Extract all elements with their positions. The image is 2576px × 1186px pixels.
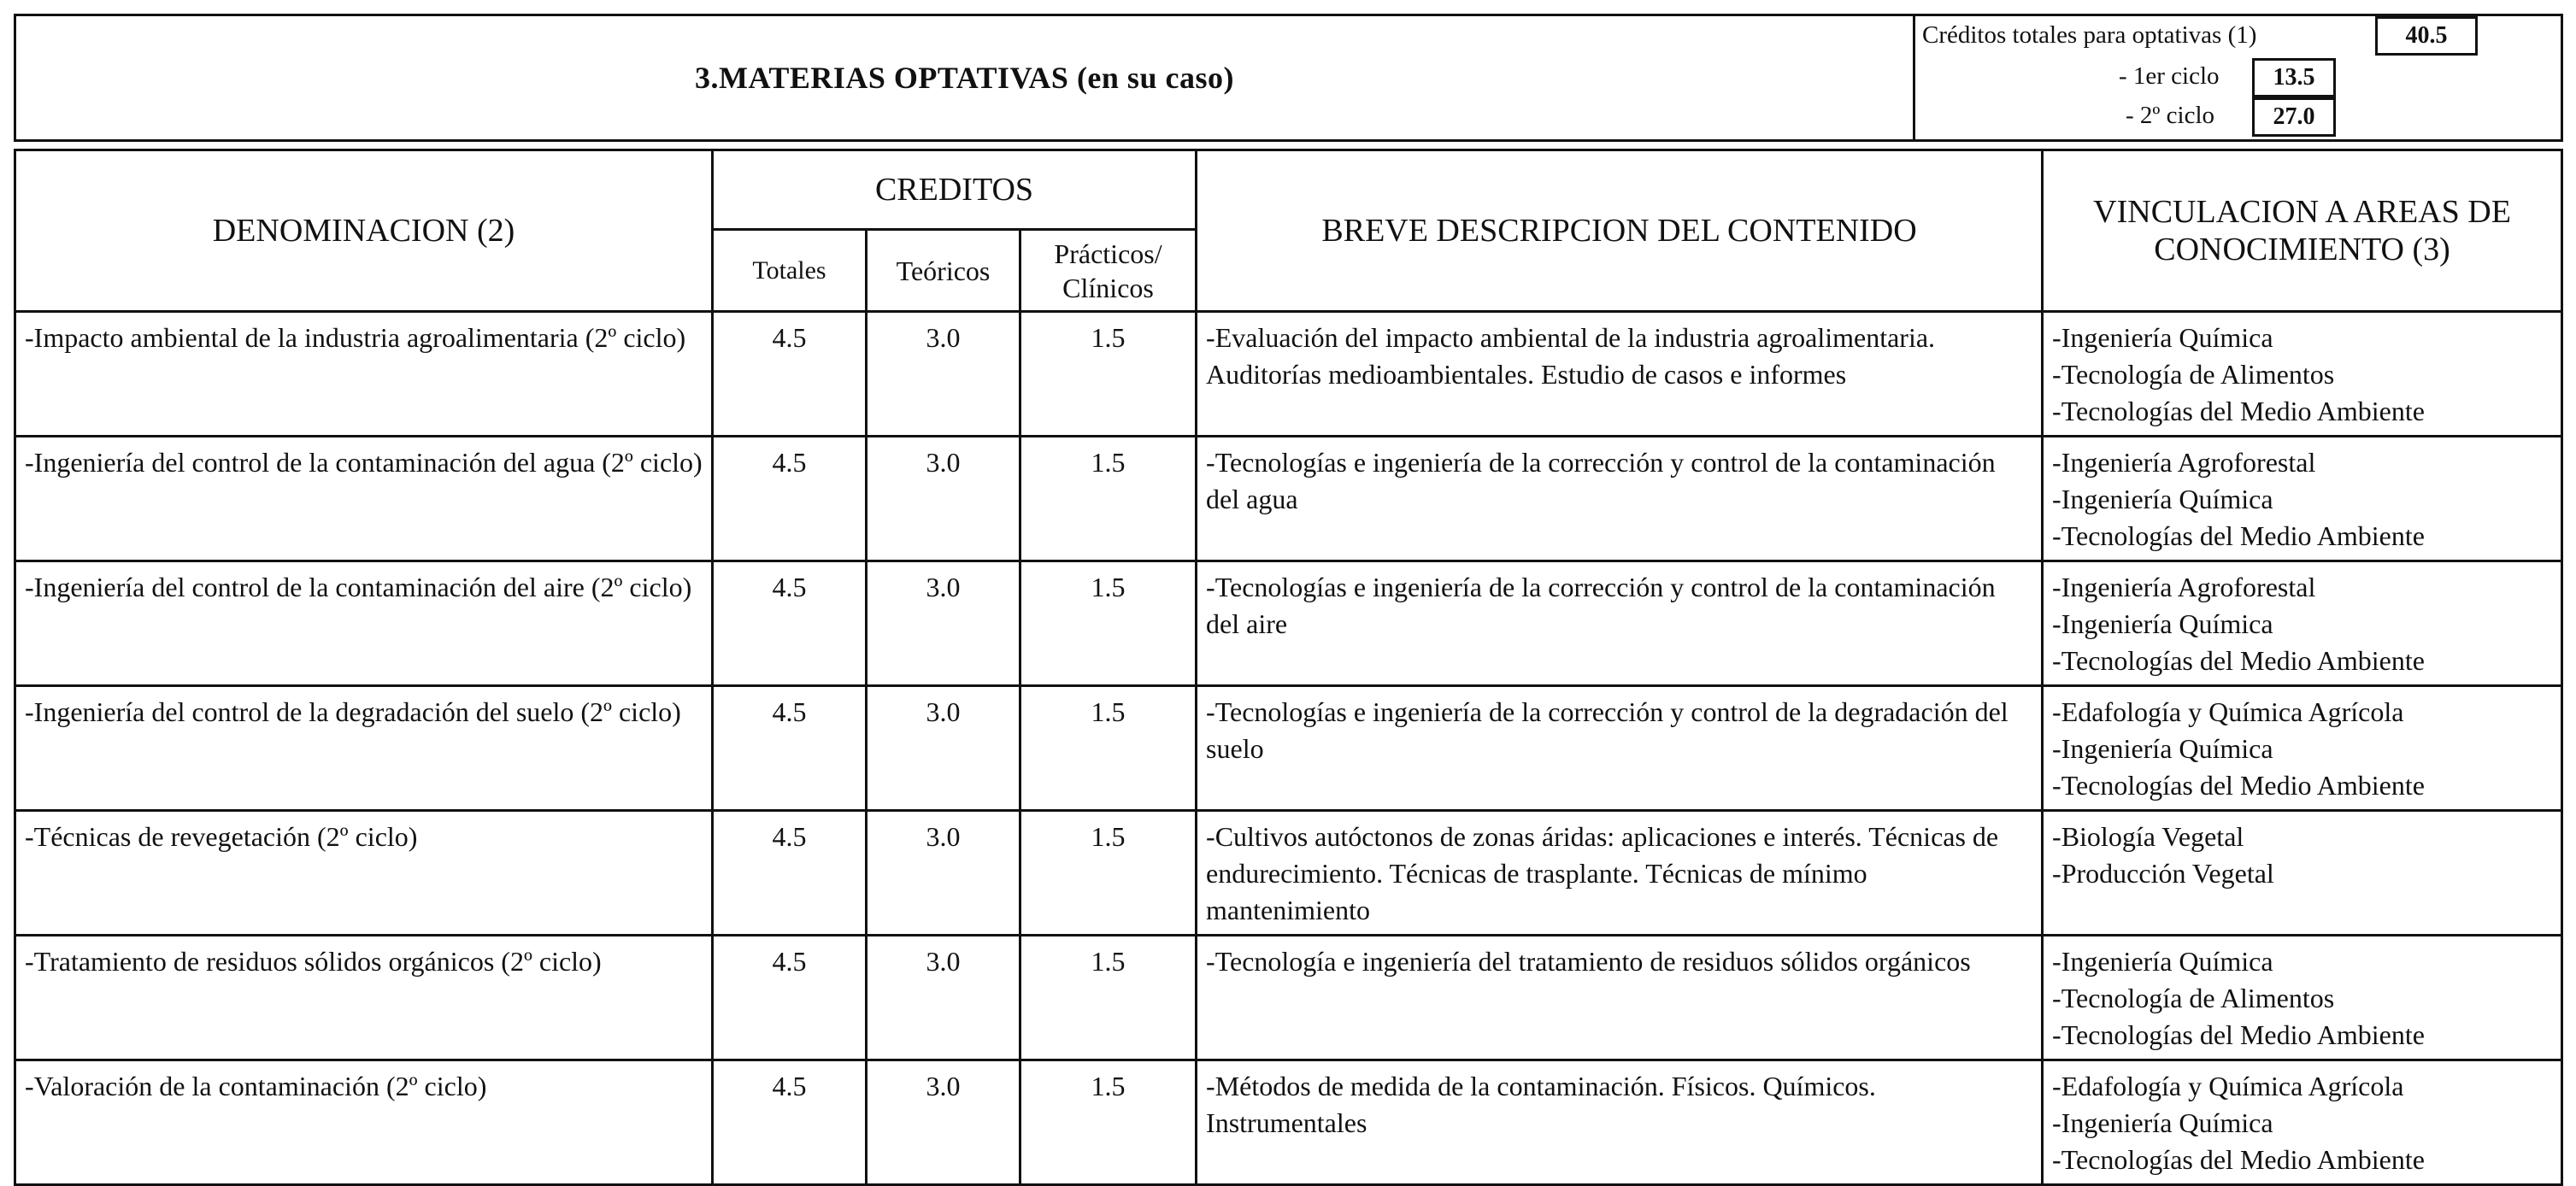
section-title: 3.MATERIAS OPTATIVAS (en su caso) — [15, 15, 1914, 141]
header-practicos: Prácticos/ Clínicos — [1020, 230, 1197, 312]
area-item: -Tecnología de Alimentos — [2052, 359, 2335, 390]
row-totales: 4.5 — [713, 312, 867, 437]
area-item: -Tecnologías del Medio Ambiente — [2052, 396, 2425, 426]
area-item: -Tecnologías del Medio Ambiente — [2052, 520, 2425, 551]
table-row — [15, 686, 2562, 811]
header-teoricos: Teóricos — [867, 230, 1020, 312]
areas-list — [2052, 943, 2552, 1054]
row-denominacion: -Ingeniería del control de la degradación del suelo (2º ciclo) — [15, 686, 713, 811]
area-item: -Ingeniería Agroforestal — [2052, 572, 2316, 602]
row-descripcion: -Tecnología e ingeniería del tratamiento de residuos sólidos orgánicos — [1197, 936, 2043, 1060]
header-descripcion: BREVE DESCRIPCION DEL CONTENIDO — [1197, 150, 2043, 312]
header-vinculacion: VINCULACION A AREAS DE CONOCIMIENTO (3) — [2043, 150, 2562, 312]
total-credits-label: Créditos totales para optativas (1) — [1922, 21, 2257, 49]
row-descripcion: -Métodos de medida de la contaminación. Físicos. Químicos. Instrumentales — [1197, 1060, 2043, 1185]
table-row — [15, 936, 2562, 1060]
areas-list — [2052, 569, 2552, 679]
row-denominacion: -Técnicas de revegetación (2º ciclo) — [15, 811, 713, 936]
row-denominacion: -Tratamiento de residuos sólidos orgánicos (2º ciclo) — [15, 936, 713, 1060]
area-item: -Edafología y Química Agrícola — [2052, 696, 2404, 727]
row-teoricos: 3.0 — [867, 686, 1020, 811]
credits-summary — [1914, 15, 2562, 141]
area-item: -Tecnologías del Medio Ambiente — [2052, 770, 2425, 801]
row-teoricos: 3.0 — [867, 437, 1020, 561]
area-item: -Ingeniería Agroforestal — [2052, 447, 2316, 478]
area-item: -Ingeniería Química — [2052, 733, 2273, 764]
header-table — [14, 14, 2563, 142]
areas-list — [2052, 819, 2552, 892]
areas-list — [2052, 444, 2552, 555]
row-descripcion: -Evaluación del impacto ambiental de la industria agroalimentaria. Auditorías medioambientales. Estudio de casos e informes — [1197, 312, 2043, 437]
areas-list — [2052, 320, 2552, 430]
table-row — [15, 1060, 2562, 1185]
cycle2-credits-label: - 2º ciclo — [2126, 102, 2215, 129]
row-teoricos: 3.0 — [867, 811, 1020, 936]
area-item: -Biología Vegetal — [2052, 821, 2244, 852]
row-denominacion: -Ingeniería del control de la contaminación del agua (2º ciclo) — [15, 437, 713, 561]
area-item: -Ingeniería Química — [2052, 608, 2273, 639]
cycle2-credits-value: 27.0 — [2252, 97, 2336, 137]
table-row — [15, 437, 2562, 561]
area-item: -Producción Vegetal — [2052, 858, 2274, 889]
cycle1-credits-value: 13.5 — [2252, 58, 2336, 97]
row-areas — [2043, 936, 2562, 1060]
table-row — [15, 312, 2562, 437]
row-areas — [2043, 437, 2562, 561]
area-item: -Tecnologías del Medio Ambiente — [2052, 1019, 2425, 1050]
row-totales: 4.5 — [713, 686, 867, 811]
table-row — [15, 811, 2562, 936]
row-practicos: 1.5 — [1020, 936, 1197, 1060]
header-creditos: CREDITOS — [713, 150, 1197, 230]
optativas-table — [14, 149, 2563, 1186]
areas-list — [2052, 694, 2552, 804]
row-areas — [2043, 1060, 2562, 1185]
row-practicos: 1.5 — [1020, 686, 1197, 811]
table-body — [15, 312, 2562, 1185]
row-practicos: 1.5 — [1020, 437, 1197, 561]
row-teoricos: 3.0 — [867, 312, 1020, 437]
header-denominacion: DENOMINACION (2) — [15, 150, 713, 312]
row-totales: 4.5 — [713, 936, 867, 1060]
area-item: -Tecnologías del Medio Ambiente — [2052, 1144, 2425, 1175]
row-descripcion: -Tecnologías e ingeniería de la corrección y control de la contaminación del aire — [1197, 561, 2043, 686]
row-totales: 4.5 — [713, 437, 867, 561]
row-totales: 4.5 — [713, 811, 867, 936]
row-areas — [2043, 561, 2562, 686]
areas-list — [2052, 1068, 2552, 1178]
row-practicos: 1.5 — [1020, 312, 1197, 437]
row-descripcion: -Tecnologías e ingeniería de la corrección y control de la contaminación del agua — [1197, 437, 2043, 561]
row-descripcion: -Tecnologías e ingeniería de la corrección y control de la degradación del suelo — [1197, 686, 2043, 811]
row-denominacion: -Valoración de la contaminación (2º ciclo) — [15, 1060, 713, 1185]
cycle1-credits-label: - 1er ciclo — [2119, 62, 2220, 90]
row-practicos: 1.5 — [1020, 1060, 1197, 1185]
row-practicos: 1.5 — [1020, 561, 1197, 686]
row-areas — [2043, 811, 2562, 936]
total-credits-value: 40.5 — [2375, 16, 2478, 56]
area-item: -Tecnología de Alimentos — [2052, 983, 2335, 1013]
row-totales: 4.5 — [713, 561, 867, 686]
row-areas — [2043, 686, 2562, 811]
row-practicos: 1.5 — [1020, 811, 1197, 936]
row-teoricos: 3.0 — [867, 561, 1020, 686]
row-areas — [2043, 312, 2562, 437]
row-descripcion: -Cultivos autóctonos de zonas áridas: aplicaciones e interés. Técnicas de endurecimiento. Técnicas de trasplante. Técnicas de mínimo mantenimiento — [1197, 811, 2043, 936]
row-totales: 4.5 — [713, 1060, 867, 1185]
document-page — [14, 14, 2561, 1186]
area-item: -Ingeniería Química — [2052, 946, 2273, 977]
header-totales: Totales — [713, 230, 867, 312]
area-item: -Ingeniería Química — [2052, 484, 2273, 514]
table-row — [15, 561, 2562, 686]
area-item: -Tecnologías del Medio Ambiente — [2052, 645, 2425, 676]
row-teoricos: 3.0 — [867, 936, 1020, 1060]
row-denominacion: -Ingeniería del control de la contaminación del aire (2º ciclo) — [15, 561, 713, 686]
row-denominacion: -Impacto ambiental de la industria agroalimentaria (2º ciclo) — [15, 312, 713, 437]
area-item: -Ingeniería Química — [2052, 322, 2273, 353]
row-teoricos: 3.0 — [867, 1060, 1020, 1185]
area-item: -Edafología y Química Agrícola — [2052, 1071, 2404, 1101]
area-item: -Ingeniería Química — [2052, 1107, 2273, 1138]
